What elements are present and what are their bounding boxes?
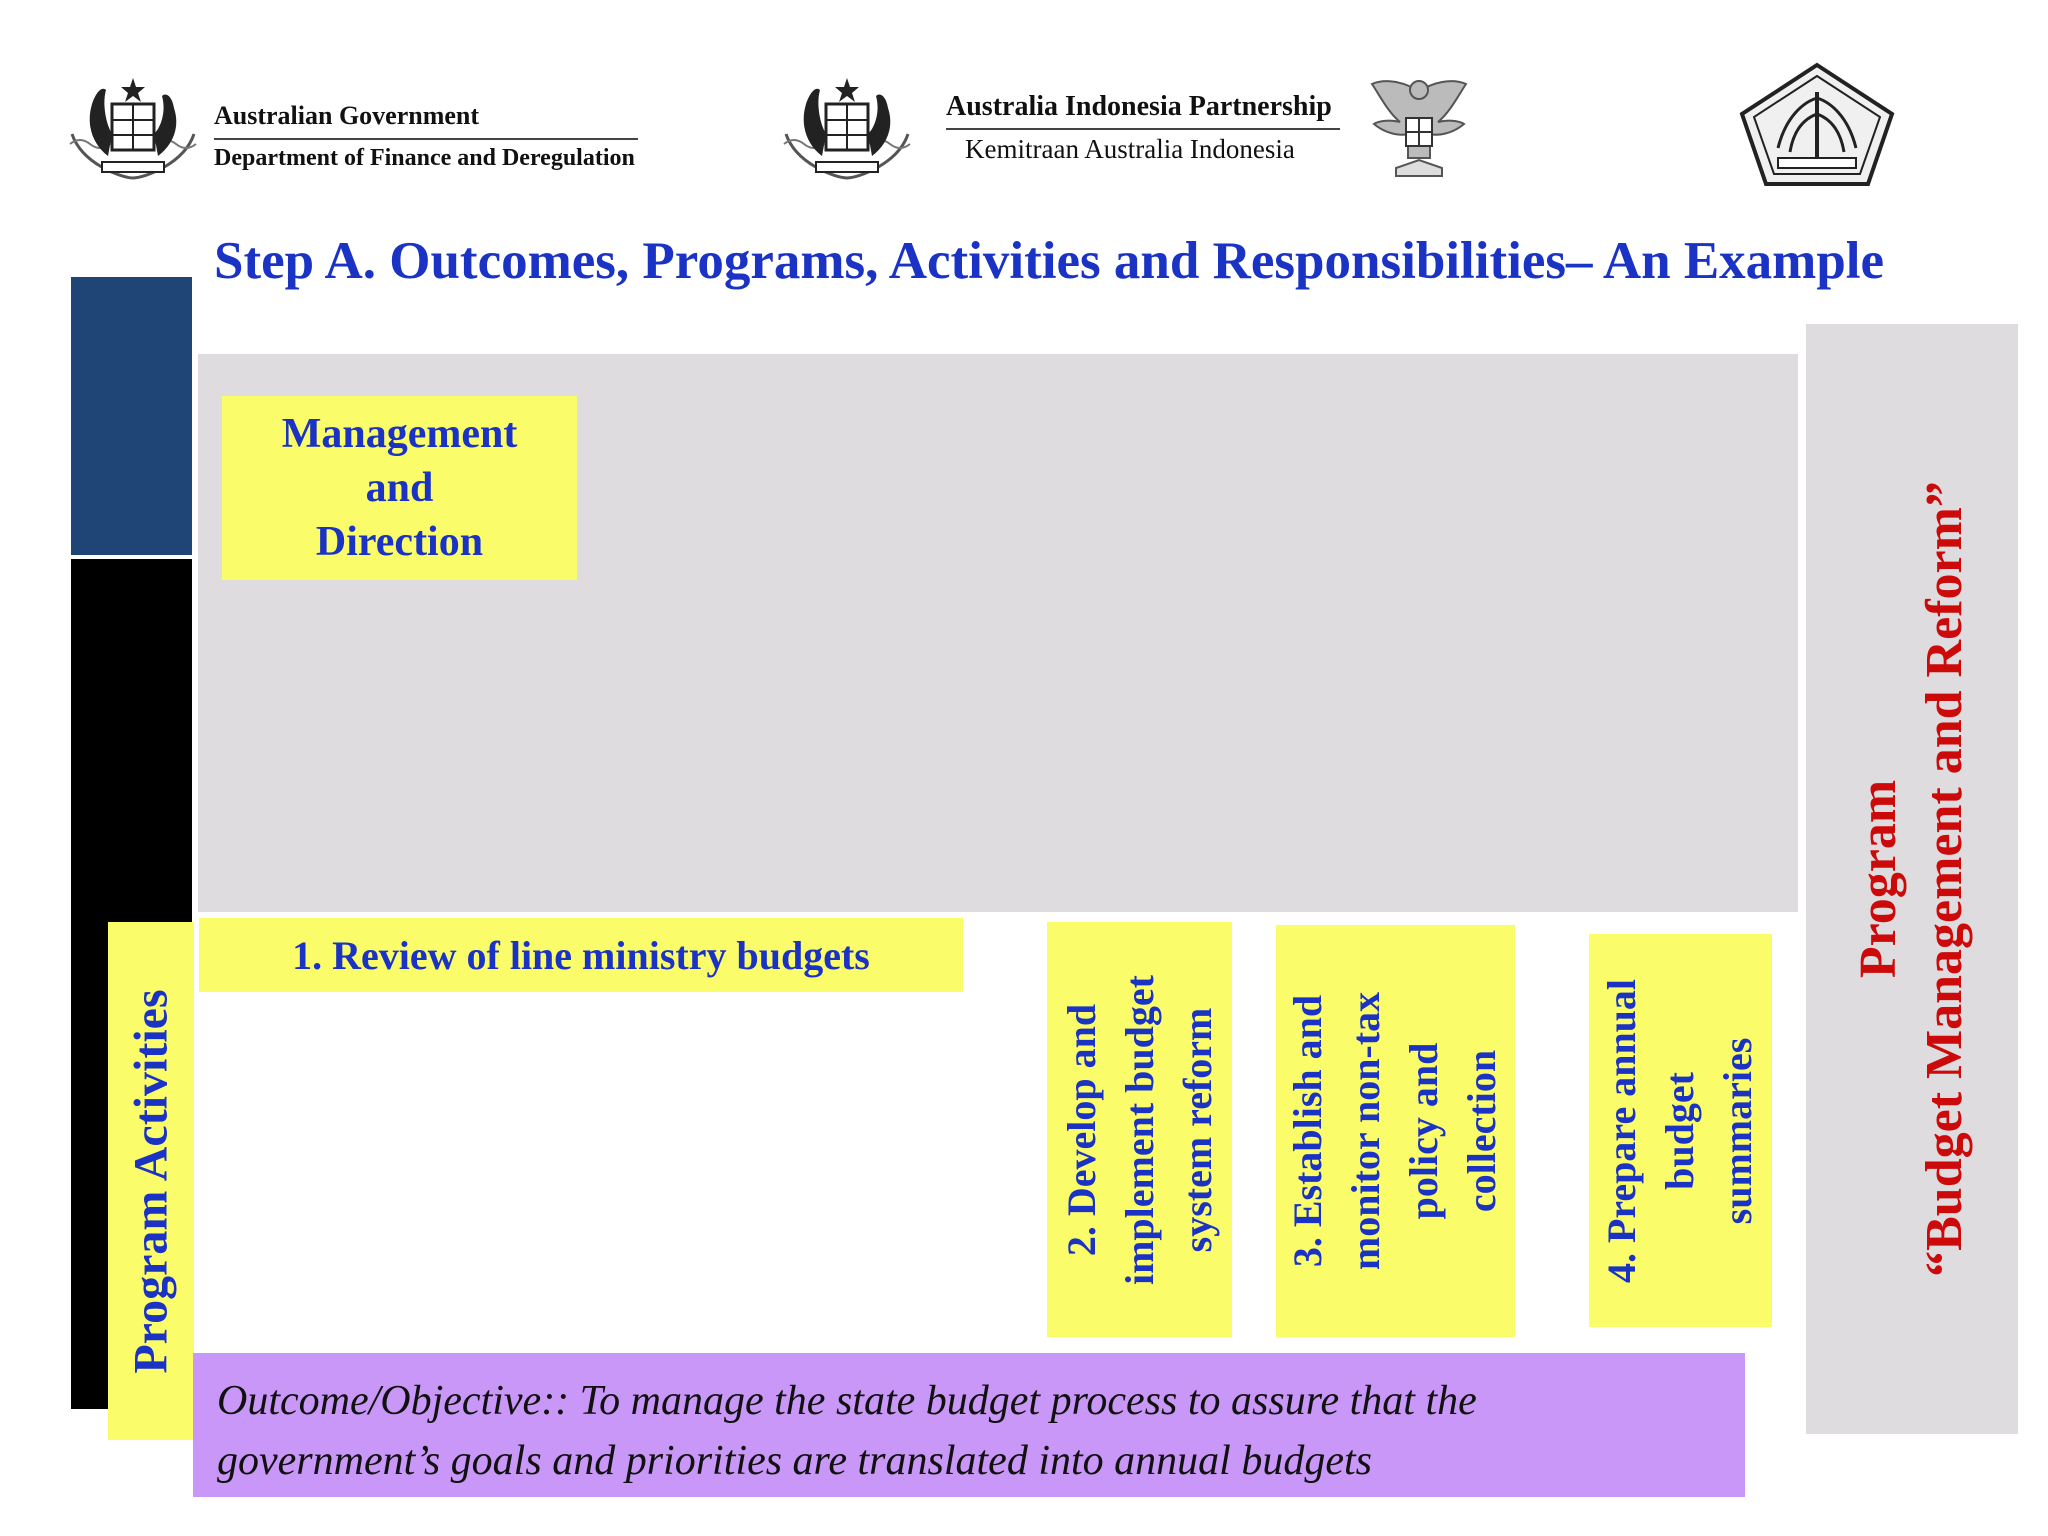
australian-coat-of-arms-icon — [62, 74, 204, 182]
activity-box-3 — [1276, 925, 1515, 1337]
activity-3-line3: policy and — [1401, 1042, 1447, 1220]
divider — [214, 138, 638, 140]
activity-box-1 — [199, 918, 963, 992]
activity-2-line3: system reform — [1174, 1007, 1220, 1252]
activity-box-2 — [1047, 922, 1232, 1337]
outcome-line2: government’s goals and priorities are translated into annual budgets — [217, 1438, 1372, 1484]
program-name: “Budget Management and Reform” — [1916, 481, 1974, 1277]
title-suffix: – An Example — [1566, 232, 1885, 290]
outcome-line1: Outcome/Objective:: To manage the state budget process to assure that the — [217, 1378, 1477, 1424]
aus-gov-title: Australian Government — [214, 101, 480, 130]
partnership-subtitle: Kemitraan Australia Indonesia — [965, 134, 1295, 164]
activity-3-line1: 3. Establish and — [1285, 994, 1331, 1268]
activity-2-line1: 2. Develop and — [1058, 1003, 1104, 1256]
management-line1: Management — [281, 411, 518, 457]
outcome-objective-box — [193, 1353, 1745, 1497]
divider — [946, 128, 1340, 130]
activity-3-line4: collection — [1459, 1049, 1505, 1213]
page-title — [214, 232, 2044, 290]
australian-coat-of-arms-icon — [776, 74, 918, 182]
activity-2-line2: implement budget — [1116, 974, 1162, 1285]
activity-4-line1: 4. Prepare annual — [1599, 978, 1645, 1283]
partnership-title: Australia Indonesia Partnership — [946, 91, 1332, 122]
activity-1-text: 1. Review of line ministry budgets — [292, 932, 870, 978]
program-label: Program — [1850, 779, 1908, 979]
activity-4-line3: summaries — [1715, 1037, 1761, 1224]
garuda-pancasila-emblem-icon — [1366, 72, 1472, 188]
activity-3-line2: monitor non-tax — [1343, 991, 1389, 1271]
aus-gov-department: Department of Finance and Deregulation — [214, 145, 635, 171]
outcome-level-bar — [71, 277, 192, 555]
management-direction-box — [222, 396, 577, 580]
activity-4-line2: budget — [1657, 1071, 1703, 1190]
management-line2: and — [365, 465, 434, 511]
activity-box-4 — [1589, 934, 1772, 1327]
program-activities-label-box — [108, 922, 194, 1440]
management-line3: Direction — [315, 519, 484, 565]
ministry-of-finance-emblem-icon — [1738, 62, 1896, 188]
program-label-box — [1806, 324, 2018, 1434]
title-main: Step A. Outcomes, Programs, Activities and Responsibilities — [214, 232, 1566, 290]
program-activities-label: Program Activities — [124, 988, 178, 1374]
